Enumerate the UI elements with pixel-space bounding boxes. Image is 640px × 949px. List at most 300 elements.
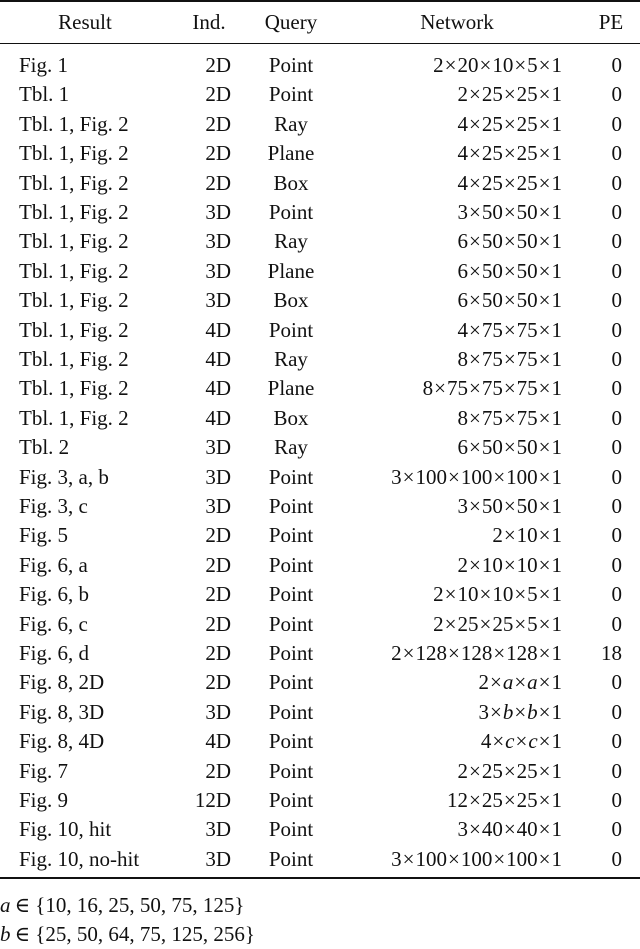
- table-row: [0, 433, 640, 462]
- times-symbol: ×: [538, 229, 551, 254]
- cell-pe: 0: [611, 111, 622, 136]
- cell-query: Ray: [274, 435, 308, 460]
- network-layer: 4: [457, 317, 468, 342]
- times-symbol: ×: [402, 641, 415, 665]
- network-layer: 1: [551, 82, 562, 107]
- network-layer: 1: [551, 817, 562, 842]
- times-symbol: ×: [514, 670, 527, 695]
- cell-query: Plane: [267, 258, 315, 283]
- network-layer: 1: [551, 699, 562, 724]
- cell-query: Point: [268, 552, 314, 577]
- footnote-variable: a: [0, 893, 11, 917]
- cell-result: Fig. 6, c: [19, 611, 88, 636]
- times-symbol: ×: [489, 670, 502, 695]
- times-symbol: ×: [514, 611, 527, 636]
- times-symbol: ×: [447, 846, 460, 871]
- cell-ind: 2D: [205, 670, 231, 695]
- network-layer: 75: [481, 347, 503, 371]
- cell-pe: 18: [601, 641, 622, 665]
- times-symbol: ×: [503, 317, 516, 342]
- cell-result: Fig. 8, 2D: [19, 670, 105, 695]
- cell-query: Point: [268, 523, 314, 548]
- network-layer: 2: [457, 758, 468, 783]
- cell-network: [391, 845, 562, 874]
- cell-query: Point: [268, 817, 314, 842]
- cell-network: [391, 463, 562, 492]
- network-layer: 50: [516, 288, 538, 313]
- network-layer: 50: [481, 494, 503, 518]
- network-layer: 50: [516, 435, 538, 460]
- cell-result: Fig. 5: [19, 523, 69, 548]
- network-layer: 25: [481, 170, 503, 195]
- times-symbol: ×: [492, 729, 505, 754]
- times-symbol: ×: [538, 200, 551, 224]
- cell-ind: 2D: [205, 641, 231, 665]
- cell-network: [457, 316, 562, 345]
- network-layer: 1: [551, 141, 562, 166]
- table-row: [0, 492, 640, 521]
- table-row: [0, 610, 640, 639]
- cell-ind: 2D: [205, 758, 231, 783]
- times-symbol: ×: [538, 405, 551, 430]
- network-layer: 8: [422, 376, 434, 401]
- cell-pe: 0: [611, 82, 622, 107]
- cell-query: Box: [273, 288, 309, 313]
- cell-network: [457, 110, 562, 139]
- network-layer: 25: [481, 758, 503, 783]
- times-symbol: ×: [538, 523, 551, 548]
- times-symbol: ×: [503, 435, 516, 460]
- network-layer: 1: [551, 258, 562, 283]
- times-symbol: ×: [503, 552, 516, 577]
- network-layer: 75: [446, 376, 468, 401]
- times-symbol: ×: [538, 788, 551, 812]
- network-layer: 3: [478, 699, 489, 724]
- cell-pe: 0: [611, 376, 622, 401]
- network-layer: 3: [391, 846, 402, 871]
- cell-ind: 3D: [205, 817, 231, 842]
- network-layer: 50: [516, 200, 538, 224]
- network-layer: 10: [516, 552, 538, 577]
- cell-result: Fig. 8, 3D: [19, 699, 105, 724]
- times-symbol: ×: [503, 288, 516, 313]
- network-layer: 6: [457, 288, 468, 313]
- times-symbol: ×: [503, 494, 516, 518]
- cell-pe: 0: [611, 523, 622, 548]
- cell-network: [457, 169, 562, 198]
- cell-ind: 3D: [205, 464, 231, 489]
- network-layer: 25: [481, 111, 503, 136]
- network-layer: 50: [481, 258, 503, 283]
- cell-network: [457, 198, 562, 227]
- times-symbol: ×: [538, 53, 551, 77]
- network-layer: 50: [481, 229, 503, 254]
- times-symbol: ×: [444, 611, 457, 636]
- network-layer: 6: [457, 229, 468, 254]
- network-layer: c: [505, 729, 515, 754]
- cell-ind: 3D: [205, 846, 231, 871]
- network-layer: 1: [551, 494, 562, 518]
- network-layer: 50: [516, 494, 538, 518]
- times-symbol: ×: [538, 376, 551, 401]
- cell-query: Point: [268, 582, 314, 607]
- cell-ind: 4D: [205, 317, 231, 342]
- network-layer: 2: [492, 523, 503, 548]
- network-layer: 25: [457, 611, 479, 636]
- cell-query: Point: [268, 611, 314, 636]
- cell-result: Fig. 1: [19, 53, 69, 77]
- network-layer: 1: [551, 200, 562, 224]
- cell-query: Point: [268, 729, 314, 754]
- network-layer: 4: [457, 170, 468, 195]
- table-row: [0, 786, 640, 815]
- network-layer: 75: [481, 405, 503, 430]
- cell-ind: 3D: [205, 200, 231, 224]
- network-layer: 75: [516, 347, 538, 371]
- cell-query: Point: [268, 670, 314, 695]
- header-ind: Ind.: [192, 10, 226, 34]
- network-layer: 25: [516, 111, 538, 136]
- table-row: [0, 757, 640, 786]
- times-symbol: ×: [489, 699, 502, 724]
- cell-result: Fig. 3, a, b: [19, 464, 109, 489]
- table-row: [0, 698, 640, 727]
- cell-network: [457, 551, 562, 580]
- cell-query: Point: [268, 788, 314, 812]
- table-row: [0, 845, 640, 874]
- cell-result: Tbl. 1, Fig. 2: [19, 288, 129, 313]
- network-layer: 1: [551, 435, 562, 460]
- cell-network: [457, 286, 562, 315]
- times-symbol: ×: [444, 53, 457, 77]
- network-layer: 100: [415, 464, 447, 489]
- times-symbol: ×: [434, 376, 446, 401]
- network-layer: 50: [481, 288, 503, 313]
- network-layer: 25: [481, 141, 503, 166]
- times-symbol: ×: [468, 111, 481, 136]
- cell-ind: 4D: [205, 347, 231, 371]
- cell-pe: 0: [611, 846, 622, 871]
- cell-ind: 2D: [205, 552, 231, 577]
- cell-result: Tbl. 1, Fig. 2: [19, 376, 129, 401]
- network-layer: 1: [551, 53, 562, 77]
- cell-network: [457, 257, 562, 286]
- times-symbol: ×: [479, 582, 492, 607]
- cell-network: [457, 492, 562, 521]
- table-row: [0, 139, 640, 168]
- cell-query: Plane: [267, 141, 315, 166]
- network-layer: 75: [516, 317, 538, 342]
- cell-result: Fig. 6, d: [19, 641, 90, 665]
- times-symbol: ×: [503, 229, 516, 254]
- network-layer: 10: [481, 552, 503, 577]
- times-symbol: ×: [503, 170, 516, 195]
- times-symbol: ×: [514, 699, 527, 724]
- times-symbol: ×: [468, 758, 481, 783]
- cell-pe: 0: [611, 141, 622, 166]
- network-layer: 10: [492, 53, 514, 77]
- network-layer: 1: [551, 846, 562, 871]
- cell-network: [481, 727, 562, 756]
- times-symbol: ×: [468, 200, 481, 224]
- cell-result: Tbl. 1, Fig. 2: [19, 170, 129, 195]
- table-row: [0, 257, 640, 286]
- network-layer: 1: [551, 111, 562, 136]
- times-symbol: ×: [503, 376, 516, 401]
- network-layer: 8: [457, 347, 468, 371]
- cell-result: Tbl. 1, Fig. 2: [19, 347, 129, 371]
- cell-query: Point: [268, 846, 314, 871]
- times-symbol: ×: [538, 494, 551, 518]
- header-pe: PE: [598, 10, 624, 34]
- network-layer: b: [527, 699, 538, 724]
- cell-pe: 0: [611, 788, 622, 812]
- cell-ind: 3D: [205, 494, 231, 518]
- network-layer: 128: [460, 641, 493, 665]
- cell-network: [433, 610, 562, 639]
- table-row: [0, 521, 640, 550]
- cell-query: Point: [268, 494, 314, 518]
- footnote-set: ∈ {25, 50, 64, 75, 125, 256}: [14, 922, 255, 946]
- network-layer: 3: [457, 494, 468, 518]
- cell-pe: 0: [611, 494, 622, 518]
- times-symbol: ×: [538, 582, 551, 607]
- cell-query: Ray: [274, 347, 308, 371]
- cell-network: [457, 815, 562, 844]
- network-layer: 1: [551, 229, 562, 254]
- cell-query: Ray: [274, 111, 308, 136]
- footnote: [0, 891, 244, 920]
- cell-ind: 3D: [205, 288, 231, 313]
- network-layer: 75: [481, 376, 503, 401]
- cell-ind: 4D: [205, 405, 231, 430]
- footnote-set: ∈ {10, 16, 25, 50, 75, 125}: [14, 893, 245, 917]
- network-layer: 1: [551, 758, 562, 783]
- cell-pe: 0: [611, 288, 622, 313]
- table-header-rule: [0, 43, 640, 44]
- cell-pe: 0: [611, 817, 622, 842]
- table-row: [0, 551, 640, 580]
- network-layer: 1: [551, 523, 562, 548]
- network-layer: 50: [481, 435, 503, 460]
- table-row: [0, 463, 640, 492]
- cell-result: Tbl. 1, Fig. 2: [19, 405, 129, 430]
- times-symbol: ×: [538, 317, 551, 342]
- times-symbol: ×: [493, 464, 506, 489]
- times-symbol: ×: [402, 846, 415, 871]
- network-layer: b: [502, 699, 514, 724]
- network-layer: 2: [433, 582, 444, 607]
- network-layer: 75: [516, 405, 538, 430]
- cell-ind: 2D: [205, 170, 231, 195]
- network-layer: 1: [551, 788, 562, 812]
- table-row: [0, 815, 640, 844]
- table-row: [0, 80, 640, 109]
- network-layer: 25: [516, 170, 538, 195]
- cell-query: Ray: [274, 229, 308, 254]
- table-row: [0, 345, 640, 374]
- network-layer: 25: [481, 788, 503, 812]
- times-symbol: ×: [468, 376, 481, 401]
- cell-ind: 2D: [205, 611, 231, 636]
- network-layer: 75: [516, 376, 538, 401]
- cell-network: [478, 698, 562, 727]
- cell-ind: 3D: [205, 258, 231, 283]
- cell-network: [457, 80, 562, 109]
- network-layer: 5: [527, 53, 538, 77]
- network-layer: 1: [551, 464, 562, 489]
- cell-result: Fig. 3, c: [19, 494, 88, 518]
- table-row: [0, 639, 640, 668]
- cell-pe: 0: [611, 347, 622, 371]
- times-symbol: ×: [538, 464, 551, 489]
- network-layer: 50: [481, 200, 503, 224]
- times-symbol: ×: [444, 582, 457, 607]
- table-row: [0, 316, 640, 345]
- cell-pe: 0: [611, 317, 622, 342]
- cell-pe: 0: [611, 53, 622, 77]
- times-symbol: ×: [468, 258, 481, 283]
- times-symbol: ×: [503, 817, 516, 842]
- cell-query: Plane: [267, 376, 315, 401]
- times-symbol: ×: [468, 347, 481, 371]
- cell-network: [457, 433, 562, 462]
- cell-network: [447, 786, 562, 815]
- times-symbol: ×: [538, 82, 551, 107]
- cell-result: Fig. 9: [19, 788, 69, 812]
- times-symbol: ×: [447, 464, 460, 489]
- network-layer: 100: [460, 464, 493, 489]
- times-symbol: ×: [503, 111, 516, 136]
- times-symbol: ×: [538, 170, 551, 195]
- network-layer: 100: [506, 464, 538, 489]
- network-layer: 10: [492, 582, 514, 607]
- network-layer: 128: [506, 641, 538, 665]
- cell-query: Point: [268, 641, 314, 665]
- cell-result: Fig. 7: [19, 758, 69, 783]
- network-layer: 6: [457, 435, 468, 460]
- times-symbol: ×: [503, 347, 516, 371]
- network-layer: 4: [457, 111, 468, 136]
- cell-network: [457, 757, 562, 786]
- network-layer: 12: [446, 788, 468, 812]
- times-symbol: ×: [468, 82, 481, 107]
- cell-pe: 0: [611, 729, 622, 754]
- times-symbol: ×: [493, 846, 506, 871]
- times-symbol: ×: [538, 288, 551, 313]
- footnote-variable: b: [0, 922, 11, 946]
- table-row: [0, 51, 640, 80]
- cell-ind: 2D: [205, 111, 231, 136]
- times-symbol: ×: [538, 435, 551, 460]
- cell-query: Point: [268, 699, 314, 724]
- network-layer: 10: [516, 523, 538, 548]
- cell-ind: 4D: [205, 376, 231, 401]
- table-row: [0, 580, 640, 609]
- network-layer: 40: [516, 817, 538, 842]
- times-symbol: ×: [515, 729, 528, 754]
- times-symbol: ×: [468, 288, 481, 313]
- network-layer: 40: [481, 817, 503, 842]
- network-layer: 3: [391, 464, 402, 489]
- cell-result: Fig. 6, a: [19, 552, 88, 577]
- times-symbol: ×: [468, 788, 481, 812]
- table-row: [0, 286, 640, 315]
- cell-result: Fig. 8, 4D: [19, 729, 105, 754]
- cell-network: [391, 639, 562, 668]
- network-layer: 4: [480, 729, 492, 754]
- cell-query: Point: [268, 464, 314, 489]
- times-symbol: ×: [503, 200, 516, 224]
- cell-query: Point: [268, 317, 314, 342]
- cell-network: [457, 404, 562, 433]
- network-layer: 2: [457, 82, 468, 107]
- header-query: Query: [264, 10, 318, 34]
- network-layer: 1: [551, 670, 562, 695]
- cell-result: Tbl. 1, Fig. 2: [19, 200, 129, 224]
- cell-network: [433, 51, 562, 80]
- times-symbol: ×: [538, 347, 551, 371]
- cell-network: [457, 345, 562, 374]
- network-layer: 2: [457, 552, 468, 577]
- network-layer: 1: [551, 582, 562, 607]
- cell-pe: 0: [611, 170, 622, 195]
- times-symbol: ×: [503, 258, 516, 283]
- network-layer: 1: [551, 317, 562, 342]
- network-layer: 2: [433, 53, 444, 77]
- network-layer: 1: [551, 405, 562, 430]
- times-symbol: ×: [479, 611, 492, 636]
- network-layer: 20: [457, 53, 479, 77]
- cell-pe: 0: [611, 552, 622, 577]
- network-layer: 3: [457, 200, 468, 224]
- network-layer: 1: [551, 376, 562, 401]
- network-layer: 5: [527, 611, 538, 636]
- times-symbol: ×: [538, 641, 551, 665]
- times-symbol: ×: [468, 552, 481, 577]
- cell-ind: 2D: [205, 582, 231, 607]
- cell-ind: 2D: [205, 523, 231, 548]
- times-symbol: ×: [493, 641, 506, 665]
- times-symbol: ×: [538, 111, 551, 136]
- times-symbol: ×: [468, 317, 481, 342]
- times-symbol: ×: [468, 494, 481, 518]
- network-layer: c: [528, 729, 538, 754]
- network-layer: 1: [551, 347, 562, 371]
- network-layer: 4: [457, 141, 468, 166]
- cell-query: Box: [273, 405, 309, 430]
- cell-result: Tbl. 2: [19, 435, 70, 460]
- times-symbol: ×: [503, 405, 516, 430]
- cell-pe: 0: [611, 200, 622, 224]
- network-layer: 2: [391, 641, 402, 665]
- network-layer: 100: [506, 846, 538, 871]
- network-layer: 25: [516, 758, 538, 783]
- times-symbol: ×: [514, 582, 527, 607]
- cell-result: Tbl. 1, Fig. 2: [19, 111, 129, 136]
- times-symbol: ×: [538, 670, 551, 695]
- cell-ind: 4D: [205, 729, 231, 754]
- times-symbol: ×: [503, 758, 516, 783]
- network-layer: 25: [492, 611, 514, 636]
- times-symbol: ×: [503, 523, 516, 548]
- times-symbol: ×: [538, 758, 551, 783]
- table-row: [0, 374, 640, 403]
- header-result: Result: [58, 10, 112, 34]
- table-row: [0, 727, 640, 756]
- network-layer: 2: [433, 611, 444, 636]
- network-layer: 25: [481, 82, 503, 107]
